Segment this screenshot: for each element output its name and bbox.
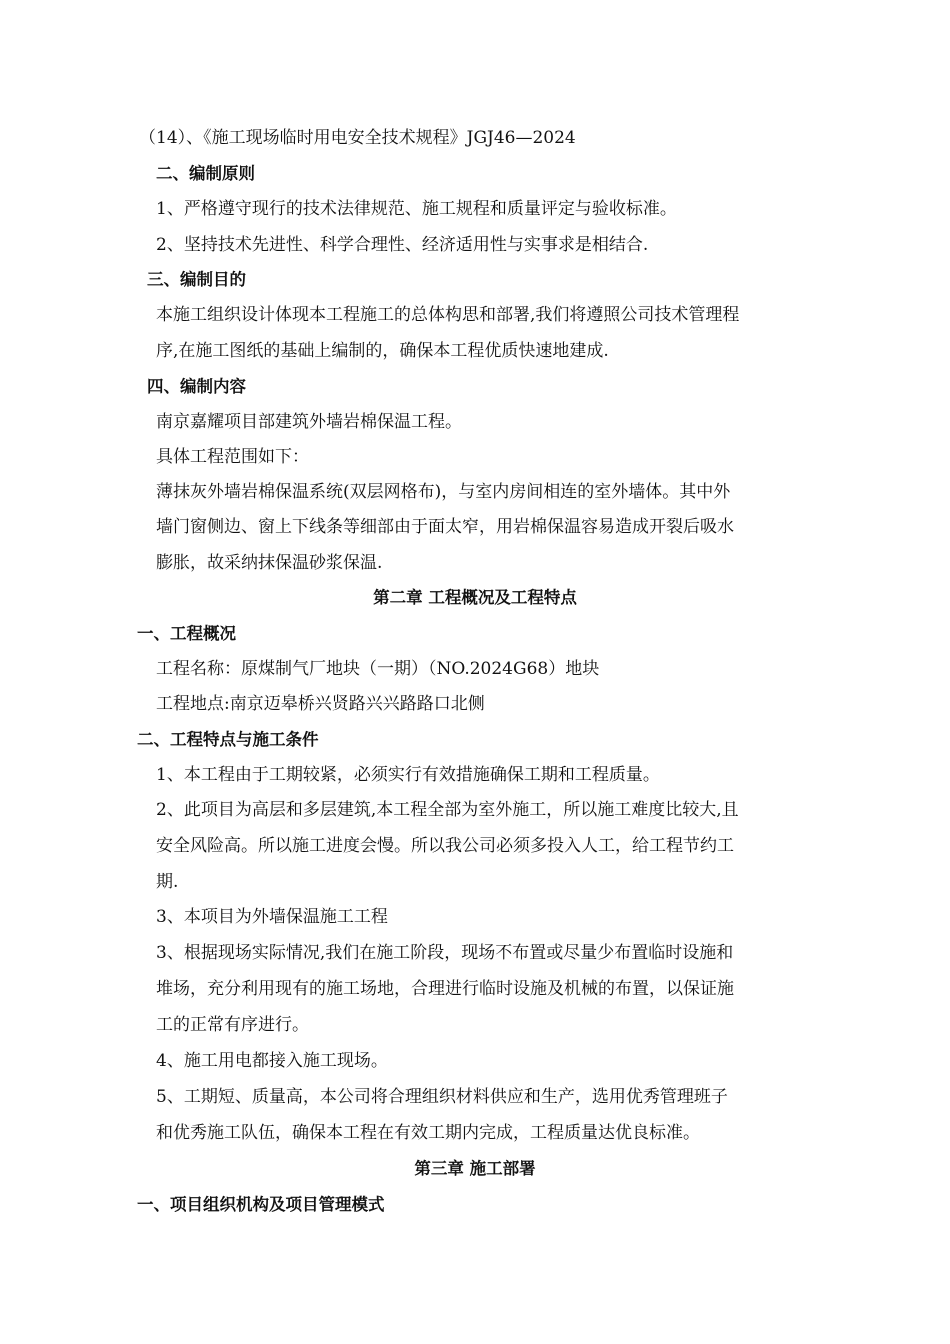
heading-principles: 二、编制原则 [156, 164, 255, 183]
paragraph-line: 1、本工程由于工期较紧，必须实行有效措施确保工期和工程质量。 [156, 765, 660, 785]
heading-organization: 一、项目组织机构及项目管理模式 [137, 1195, 385, 1214]
heading-content: 四、编制内容 [147, 377, 246, 396]
project-location: 工程地点:南京迈皋桥兴贤路兴兴路路口北侧 [156, 694, 485, 714]
chapter-three-title: 第三章 施工部署 [414, 1159, 536, 1178]
paragraph-line: 3、根据现场实际情况,我们在施工阶段，现场不布置或尽量少布置临时设施和 [156, 943, 734, 963]
paragraph-line: 1、严格遵守现行的技术法律规范、施工规程和质量评定与验收标准。 [156, 199, 677, 219]
paragraph-line: 4、施工用电都接入施工现场。 [156, 1051, 388, 1071]
paragraph-line: 南京嘉耀项目部建筑外墙岩棉保温工程。 [156, 412, 462, 432]
paragraph-line: 2、坚持技术先进性、科学合理性、经济适用性与实事求是相结合. [156, 235, 649, 255]
project-name: 工程名称：原煤制气厂地块（一期）（NO.2024G68）地块 [156, 659, 600, 679]
paragraph-line: 期. [156, 872, 179, 892]
paragraph-line: 5、工期短、质量高，本公司将合理组织材料供应和生产，选用优秀管理班子 [156, 1087, 728, 1107]
paragraph-line: 堆场，充分利用现有的施工场地，合理进行临时设施及机械的布置，以保证施 [156, 979, 734, 999]
reference-item-14: （14）、《施工现场临时用电安全技术规程》JGJ46—2024 [139, 128, 576, 148]
paragraph-line: 具体工程范围如下： [156, 447, 309, 467]
paragraph-line: 墙门窗侧边、窗上下线条等细部由于面太窄，用岩棉保温容易造成开裂后吸水 [156, 517, 734, 537]
paragraph-line: 薄抹灰外墙岩棉保温系统(双层网格布)，与室内房间相连的室外墙体。其中外 [156, 482, 731, 502]
paragraph-line: 2、此项目为高层和多层建筑,本工程全部为室外施工，所以施工难度比较大,且 [156, 800, 739, 820]
paragraph-line: 本施工组织设计体现本工程施工的总体构思和部署,我们将遵照公司技术管理程 [156, 305, 740, 325]
paragraph-line: 序,在施工图纸的基础上编制的，确保本工程优质快速地建成. [156, 341, 609, 361]
chapter-two-title: 第二章 工程概况及工程特点 [373, 588, 577, 607]
heading-purpose: 三、编制目的 [147, 270, 246, 289]
heading-characteristics: 二、工程特点与施工条件 [137, 730, 319, 749]
paragraph-line: 安全风险高。所以施工进度会慢。所以我公司必须多投入人工，给工程节约工 [156, 836, 734, 856]
paragraph-line: 3、本项目为外墙保温施工工程 [156, 907, 388, 927]
paragraph-line: 膨胀，故采纳抹保温砂浆保温. [156, 553, 383, 573]
heading-overview: 一、工程概况 [137, 624, 236, 643]
paragraph-line: 工的正常有序进行。 [156, 1015, 309, 1035]
paragraph-line: 和优秀施工队伍，确保本工程在有效工期内完成，工程质量达优良标准。 [156, 1123, 700, 1143]
